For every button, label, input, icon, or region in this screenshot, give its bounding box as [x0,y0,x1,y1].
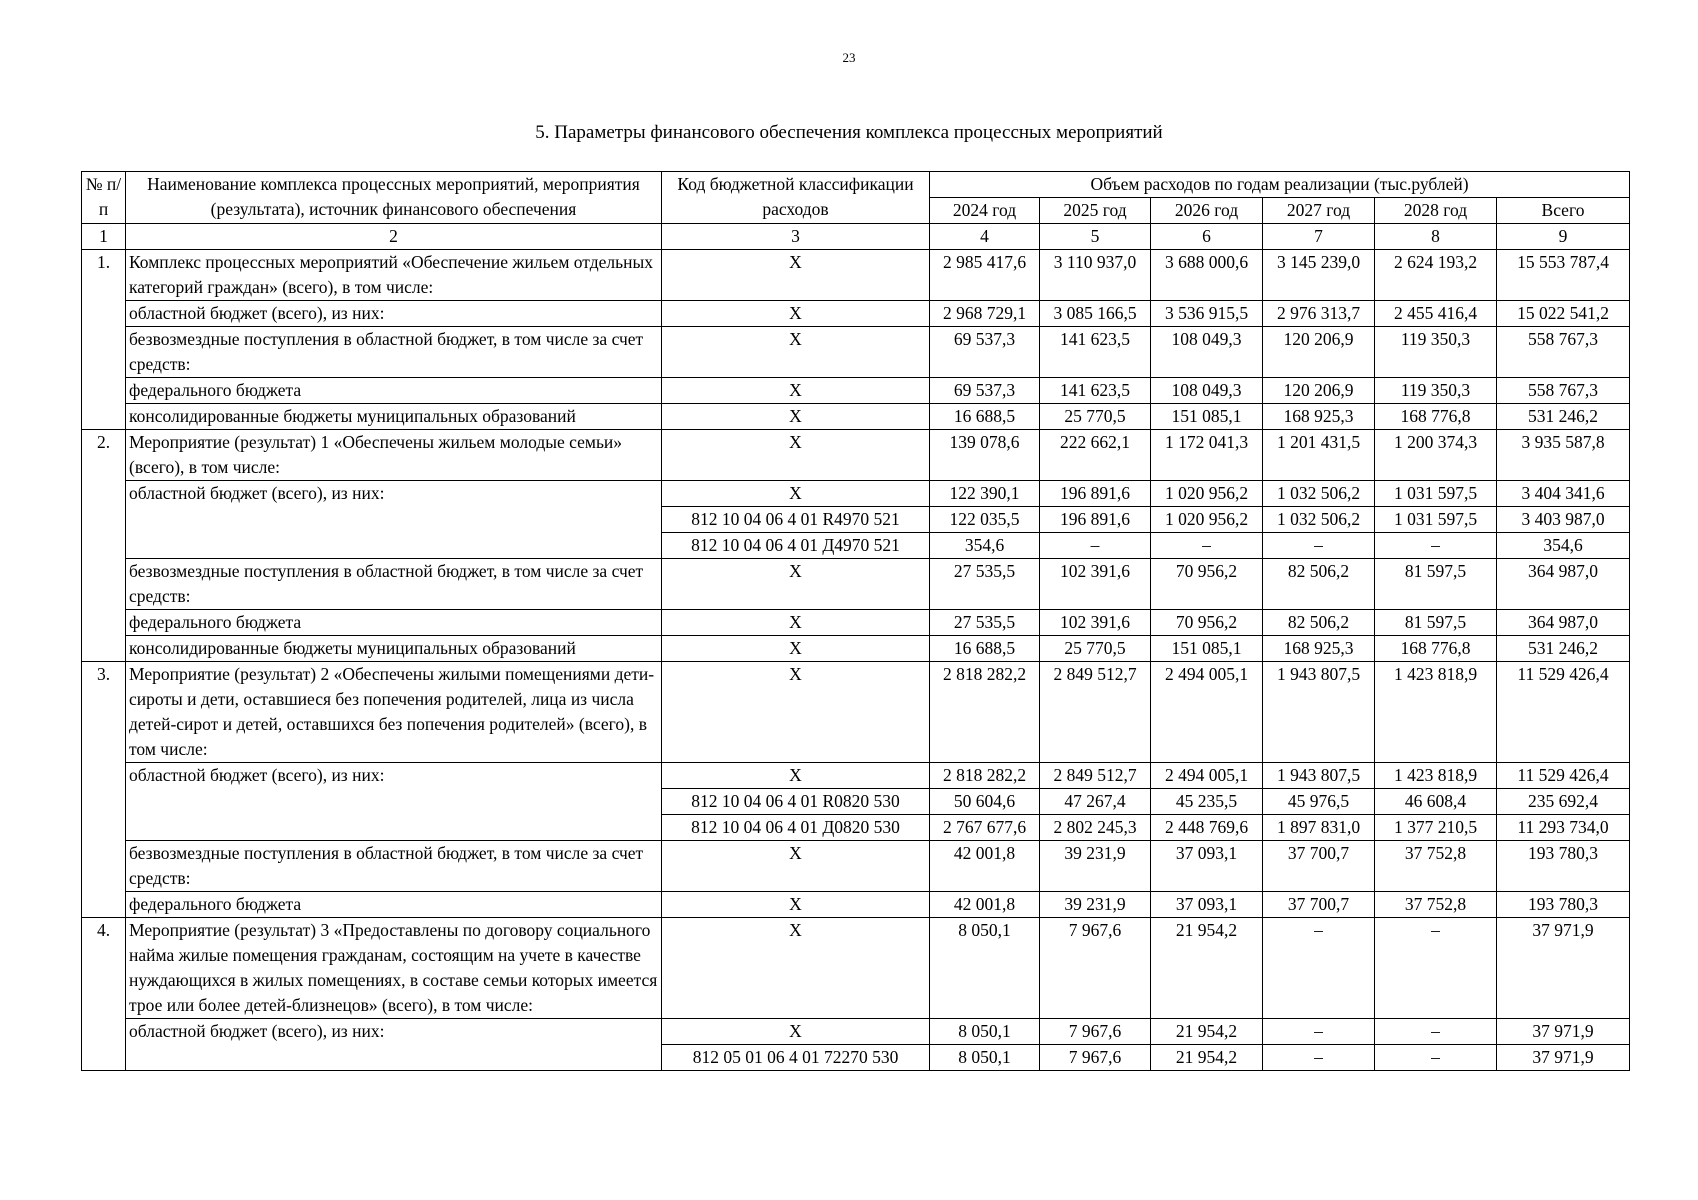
row-year-value: 21 954,2 [1151,918,1263,1019]
row-total-value: 364 987,0 [1497,559,1630,610]
row-total-value: 3 403 987,0 [1497,507,1630,533]
row-year-value: 141 623,5 [1040,378,1151,404]
row-year-value: 1 172 041,3 [1151,430,1263,481]
row-year-value: 37 752,8 [1375,841,1497,892]
row-budget-code: X [662,892,930,918]
row-year-value: 47 267,4 [1040,789,1151,815]
row-budget-code: X [662,301,930,327]
row-year-value: 2 818 282,2 [930,662,1040,763]
row-year-value: 168 776,8 [1375,404,1497,430]
row-year-value: 3 688 000,6 [1151,250,1263,301]
document-title: 5. Параметры финансового обеспечения комплекса процессных мероприятий [535,122,1163,143]
column-index: 6 [1151,224,1263,250]
row-year-value: 8 050,1 [930,1019,1040,1045]
table-row [82,404,1630,430]
row-year-value: 16 688,5 [930,636,1040,662]
row-year-value: 102 391,6 [1040,559,1151,610]
row-year-value: 2 818 282,2 [930,763,1040,789]
row-year-value: 25 770,5 [1040,404,1151,430]
column-index: 3 [662,224,930,250]
row-year-value: 21 954,2 [1151,1019,1263,1045]
row-name: областной бюджет (всего), из них: [126,481,662,559]
header-year-2026: 2026 год [1151,198,1263,224]
table-row [82,430,1630,481]
row-year-value: 139 078,6 [930,430,1040,481]
table-row [82,250,1630,301]
row-year-value: 119 350,3 [1375,327,1497,378]
row-year-value: 39 231,9 [1040,841,1151,892]
row-year-value: 108 049,3 [1151,378,1263,404]
row-total-value: 11 529 426,4 [1497,662,1630,763]
row-year-value: 222 662,1 [1040,430,1151,481]
row-number: 1. [82,250,126,430]
row-year-value: 1 031 597,5 [1375,507,1497,533]
row-budget-code: X [662,841,930,892]
table-row [82,481,1630,507]
row-year-value: 1 943 807,5 [1263,662,1375,763]
header-total: Всего [1497,198,1630,224]
column-index: 5 [1040,224,1151,250]
row-budget-code: 812 10 04 06 4 01 Д4970 521 [662,533,930,559]
row-year-value: – [1263,533,1375,559]
row-year-value: 16 688,5 [930,404,1040,430]
row-year-value: 37 700,7 [1263,841,1375,892]
row-year-value: 2 802 245,3 [1040,815,1151,841]
row-year-value: 168 925,3 [1263,404,1375,430]
page-number: 23 [842,50,856,65]
row-year-value: 2 455 416,4 [1375,301,1497,327]
table-row [82,559,1630,610]
header-year-2027: 2027 год [1263,198,1375,224]
row-year-value: 2 767 677,6 [930,815,1040,841]
row-year-value: 168 925,3 [1263,636,1375,662]
row-year-value: 82 506,2 [1263,559,1375,610]
row-budget-code: X [662,481,930,507]
row-budget-code: 812 10 04 06 4 01 R4970 521 [662,507,930,533]
table-row [82,1019,1630,1045]
table-header [82,172,1630,250]
row-year-value: 37 093,1 [1151,841,1263,892]
row-year-value: 46 608,4 [1375,789,1497,815]
row-year-value: 37 752,8 [1375,892,1497,918]
row-budget-code: X [662,378,930,404]
column-index: 7 [1263,224,1375,250]
table-row [82,301,1630,327]
row-year-value: 8 050,1 [930,1045,1040,1071]
row-budget-code: X [662,327,930,378]
row-year-value: 2 624 193,2 [1375,250,1497,301]
column-index: 4 [930,224,1040,250]
row-year-value: 354,6 [930,533,1040,559]
row-total-value: 193 780,3 [1497,892,1630,918]
row-total-value: 15 022 541,2 [1497,301,1630,327]
row-year-value: 2 494 005,1 [1151,763,1263,789]
table-row [82,892,1630,918]
table-row [82,327,1630,378]
column-index: 9 [1497,224,1630,250]
row-budget-code: X [662,636,930,662]
row-year-value: 70 956,2 [1151,559,1263,610]
row-year-value: 2 448 769,6 [1151,815,1263,841]
row-total-value: 15 553 787,4 [1497,250,1630,301]
row-year-value: – [1263,1045,1375,1071]
header-volume: Объем расходов по годам реализации (тыс.рублей) [930,172,1630,198]
row-budget-code: 812 10 04 06 4 01 R0820 530 [662,789,930,815]
row-name: федерального бюджета [126,892,662,918]
row-year-value: 39 231,9 [1040,892,1151,918]
table-row [82,378,1630,404]
row-year-value: 108 049,3 [1151,327,1263,378]
row-year-value: 42 001,8 [930,892,1040,918]
row-year-value: 1 032 506,2 [1263,481,1375,507]
row-name: Мероприятие (результат) 1 «Обеспечены жильем молодые семьи» (всего), в том числе: [126,430,662,481]
header-year-2024: 2024 год [930,198,1040,224]
row-budget-code: X [662,250,930,301]
row-total-value: 558 767,3 [1497,378,1630,404]
row-total-value: 37 971,9 [1497,918,1630,1019]
row-year-value: 1 020 956,2 [1151,507,1263,533]
row-budget-code: X [662,404,930,430]
table-body [82,250,1630,1071]
row-name: безвозмездные поступления в областной бюджет, в том числе за счет средств: [126,327,662,378]
row-year-value: 70 956,2 [1151,610,1263,636]
row-year-value: – [1151,533,1263,559]
row-year-value: 102 391,6 [1040,610,1151,636]
row-year-value: 141 623,5 [1040,327,1151,378]
row-year-value: 3 145 239,0 [1263,250,1375,301]
row-budget-code: X [662,662,930,763]
row-year-value: 25 770,5 [1040,636,1151,662]
row-year-value: 2 849 512,7 [1040,662,1151,763]
column-index: 8 [1375,224,1497,250]
row-year-value: 120 206,9 [1263,378,1375,404]
row-year-value: 1 897 831,0 [1263,815,1375,841]
column-index: 1 [82,224,126,250]
row-year-value: 7 967,6 [1040,1019,1151,1045]
row-year-value: 8 050,1 [930,918,1040,1019]
row-total-value: 558 767,3 [1497,327,1630,378]
row-number: 4. [82,918,126,1071]
row-budget-code: X [662,559,930,610]
row-name: областной бюджет (всего), из них: [126,1019,662,1071]
row-year-value: – [1375,1019,1497,1045]
row-year-value: 3 110 937,0 [1040,250,1151,301]
row-year-value: 151 085,1 [1151,404,1263,430]
row-name: безвозмездные поступления в областной бюджет, в том числе за счет средств: [126,841,662,892]
row-year-value: – [1375,1045,1497,1071]
row-year-value: – [1040,533,1151,559]
table-row [82,918,1630,1019]
row-number: 3. [82,662,126,918]
row-year-value: 42 001,8 [930,841,1040,892]
row-total-value: 3 935 587,8 [1497,430,1630,481]
table-row [82,636,1630,662]
row-total-value: 531 246,2 [1497,636,1630,662]
row-year-value: 2 968 729,1 [930,301,1040,327]
row-year-value: 1 032 506,2 [1263,507,1375,533]
row-year-value: 81 597,5 [1375,610,1497,636]
row-year-value: 1 423 818,9 [1375,763,1497,789]
row-year-value: 122 390,1 [930,481,1040,507]
row-name: Комплекс процессных мероприятий «Обеспечение жильем отдельных категорий граждан» (всего), в том числе: [126,250,662,301]
row-name: федерального бюджета [126,378,662,404]
row-year-value: 1 200 374,3 [1375,430,1497,481]
row-total-value: 235 692,4 [1497,789,1630,815]
row-total-value: 3 404 341,6 [1497,481,1630,507]
row-name: федерального бюджета [126,610,662,636]
row-budget-code: X [662,918,930,1019]
table-row [82,662,1630,763]
table-row [82,763,1630,789]
header-year-2028: 2028 год [1375,198,1497,224]
column-index-row [82,224,1630,250]
row-number: 2. [82,430,126,662]
row-year-value: 2 985 417,6 [930,250,1040,301]
row-year-value: 50 604,6 [930,789,1040,815]
table-row [82,841,1630,892]
row-year-value: 2 849 512,7 [1040,763,1151,789]
row-total-value: 37 971,9 [1497,1045,1630,1071]
row-year-value: – [1375,533,1497,559]
row-year-value: 7 967,6 [1040,918,1151,1019]
row-total-value: 531 246,2 [1497,404,1630,430]
row-budget-code: X [662,430,930,481]
row-year-value: – [1263,918,1375,1019]
row-year-value: 69 537,3 [930,327,1040,378]
row-budget-code: 812 10 04 06 4 01 Д0820 530 [662,815,930,841]
header-name: Наименование комплекса процессных мероприятий, мероприятия (результата), источник финансового обеспечения [126,172,662,224]
row-year-value: 21 954,2 [1151,1045,1263,1071]
row-year-value: 168 776,8 [1375,636,1497,662]
row-year-value: 119 350,3 [1375,378,1497,404]
row-year-value: 1 031 597,5 [1375,481,1497,507]
row-year-value: 120 206,9 [1263,327,1375,378]
row-year-value: 27 535,5 [930,610,1040,636]
row-budget-code: X [662,763,930,789]
row-year-value: 37 093,1 [1151,892,1263,918]
row-name: Мероприятие (результат) 2 «Обеспечены жилыми помещениями дети-сироты и дети, оставшиеся без попечения родителей, лица из числа детей-сирот и детей, оставшихся без попечения родителей» (всего), в том числе: [126,662,662,763]
header-code: Код бюджетной классификации расходов [662,172,930,224]
row-year-value: 1 377 210,5 [1375,815,1497,841]
row-year-value: 1 943 807,5 [1263,763,1375,789]
row-year-value: 151 085,1 [1151,636,1263,662]
header-year-2025: 2025 год [1040,198,1151,224]
row-total-value: 354,6 [1497,533,1630,559]
row-year-value: 196 891,6 [1040,481,1151,507]
row-year-value: 2 976 313,7 [1263,301,1375,327]
row-name: безвозмездные поступления в областной бюджет, в том числе за счет средств: [126,559,662,610]
row-budget-code: 812 05 01 06 4 01 72270 530 [662,1045,930,1071]
row-budget-code: X [662,1019,930,1045]
row-year-value: 45 235,5 [1151,789,1263,815]
row-year-value: 37 700,7 [1263,892,1375,918]
row-year-value: 2 494 005,1 [1151,662,1263,763]
row-year-value: 3 085 166,5 [1040,301,1151,327]
row-total-value: 11 529 426,4 [1497,763,1630,789]
financing-table [81,171,1630,1071]
row-year-value: 3 536 915,5 [1151,301,1263,327]
row-year-value: 1 423 818,9 [1375,662,1497,763]
row-year-value: 1 020 956,2 [1151,481,1263,507]
row-total-value: 37 971,9 [1497,1019,1630,1045]
row-year-value: – [1263,1019,1375,1045]
table-row [82,610,1630,636]
row-name: областной бюджет (всего), из них: [126,763,662,841]
row-year-value: 122 035,5 [930,507,1040,533]
column-index: 2 [126,224,662,250]
row-total-value: 11 293 734,0 [1497,815,1630,841]
row-year-value: 196 891,6 [1040,507,1151,533]
row-year-value: 82 506,2 [1263,610,1375,636]
row-year-value: – [1375,918,1497,1019]
row-name: Мероприятие (результат) 3 «Предоставлены по договору социального найма жилые помещения гражданам, состоящим на учете в качестве нуждающихся в жилых помещениях, в составе семьи которых имеется трое или более детей-близнецов» (всего), в том числе: [126,918,662,1019]
row-year-value: 1 201 431,5 [1263,430,1375,481]
header-num: № п/п [82,172,126,224]
row-budget-code: X [662,610,930,636]
row-year-value: 69 537,3 [930,378,1040,404]
row-year-value: 81 597,5 [1375,559,1497,610]
row-name: консолидированные бюджеты муниципальных образований [126,636,662,662]
row-total-value: 193 780,3 [1497,841,1630,892]
row-name: консолидированные бюджеты муниципальных образований [126,404,662,430]
row-year-value: 27 535,5 [930,559,1040,610]
row-year-value: 7 967,6 [1040,1045,1151,1071]
row-year-value: 45 976,5 [1263,789,1375,815]
row-name: областной бюджет (всего), из них: [126,301,662,327]
row-total-value: 364 987,0 [1497,610,1630,636]
